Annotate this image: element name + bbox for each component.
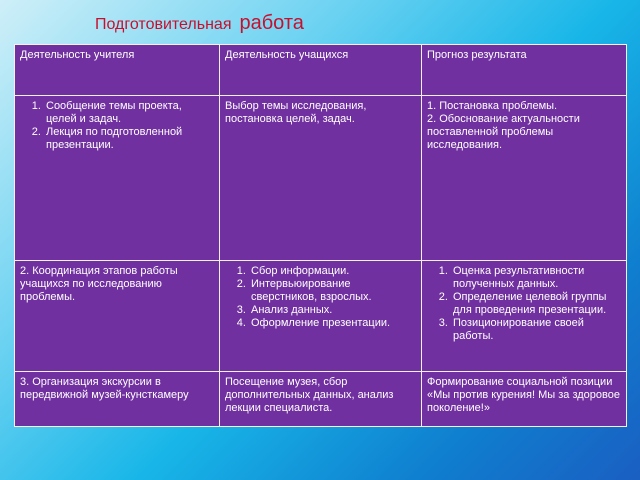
list-item: 3. Позиционирование своей работы. (451, 317, 621, 343)
header-teacher: Деятельность учителя (15, 45, 220, 96)
list-item: 1. Сообщение темы проекта, целей и задач. (44, 100, 214, 126)
cell-result: Формирование социальной позиции «Мы против курения! Мы за здоровое поколение!» (422, 371, 627, 426)
cell-result (422, 261, 627, 371)
header-row (15, 45, 627, 96)
slide-title-part2: работа (239, 12, 304, 34)
students-list (225, 265, 416, 330)
list-item: 1. Оценка результативности полученных данных. (451, 265, 621, 291)
result-line: 2. Обоснование актуальности поставленной проблемы исследования. (427, 113, 580, 151)
list-item: 1. Сбор информации. (249, 265, 416, 278)
result-line: 1. Постановка проблемы. (427, 100, 558, 112)
teacher-list (20, 100, 214, 152)
cell-result (422, 96, 627, 261)
cell-students: Посещение музея, сбор дополнительных данных, анализ лекции специалиста. (220, 371, 422, 426)
list-item: 2. Определение целевой группы для проведения презентации. (451, 291, 621, 317)
work-plan-table (14, 44, 627, 427)
slide-title-part1: Подготовительная (95, 16, 232, 33)
list-item: 2. Лекция по подготовленной презентации. (44, 126, 214, 152)
cell-students (220, 261, 422, 371)
table-row (15, 371, 627, 426)
list-item: 4. Оформление презентации. (249, 317, 416, 330)
list-item: 3. Анализ данных. (249, 304, 416, 317)
cell-teacher (15, 96, 220, 261)
slide-title (95, 12, 304, 35)
cell-students: Выбор темы исследования, постановка целей, задач. (220, 96, 422, 261)
result-list (427, 265, 621, 343)
header-students: Деятельность учащихся (220, 45, 422, 96)
list-item: 2. Интервьюирование сверстников, взрослых. (249, 278, 416, 304)
header-result: Прогноз результата (422, 45, 627, 96)
table-row (15, 261, 627, 371)
table-row (15, 96, 627, 261)
cell-teacher: 2. Координация этапов работы учащихся по исследованию проблемы. (15, 261, 220, 371)
cell-teacher: 3. Организация экскурсии в передвижной музей-кунсткамеру (15, 371, 220, 426)
